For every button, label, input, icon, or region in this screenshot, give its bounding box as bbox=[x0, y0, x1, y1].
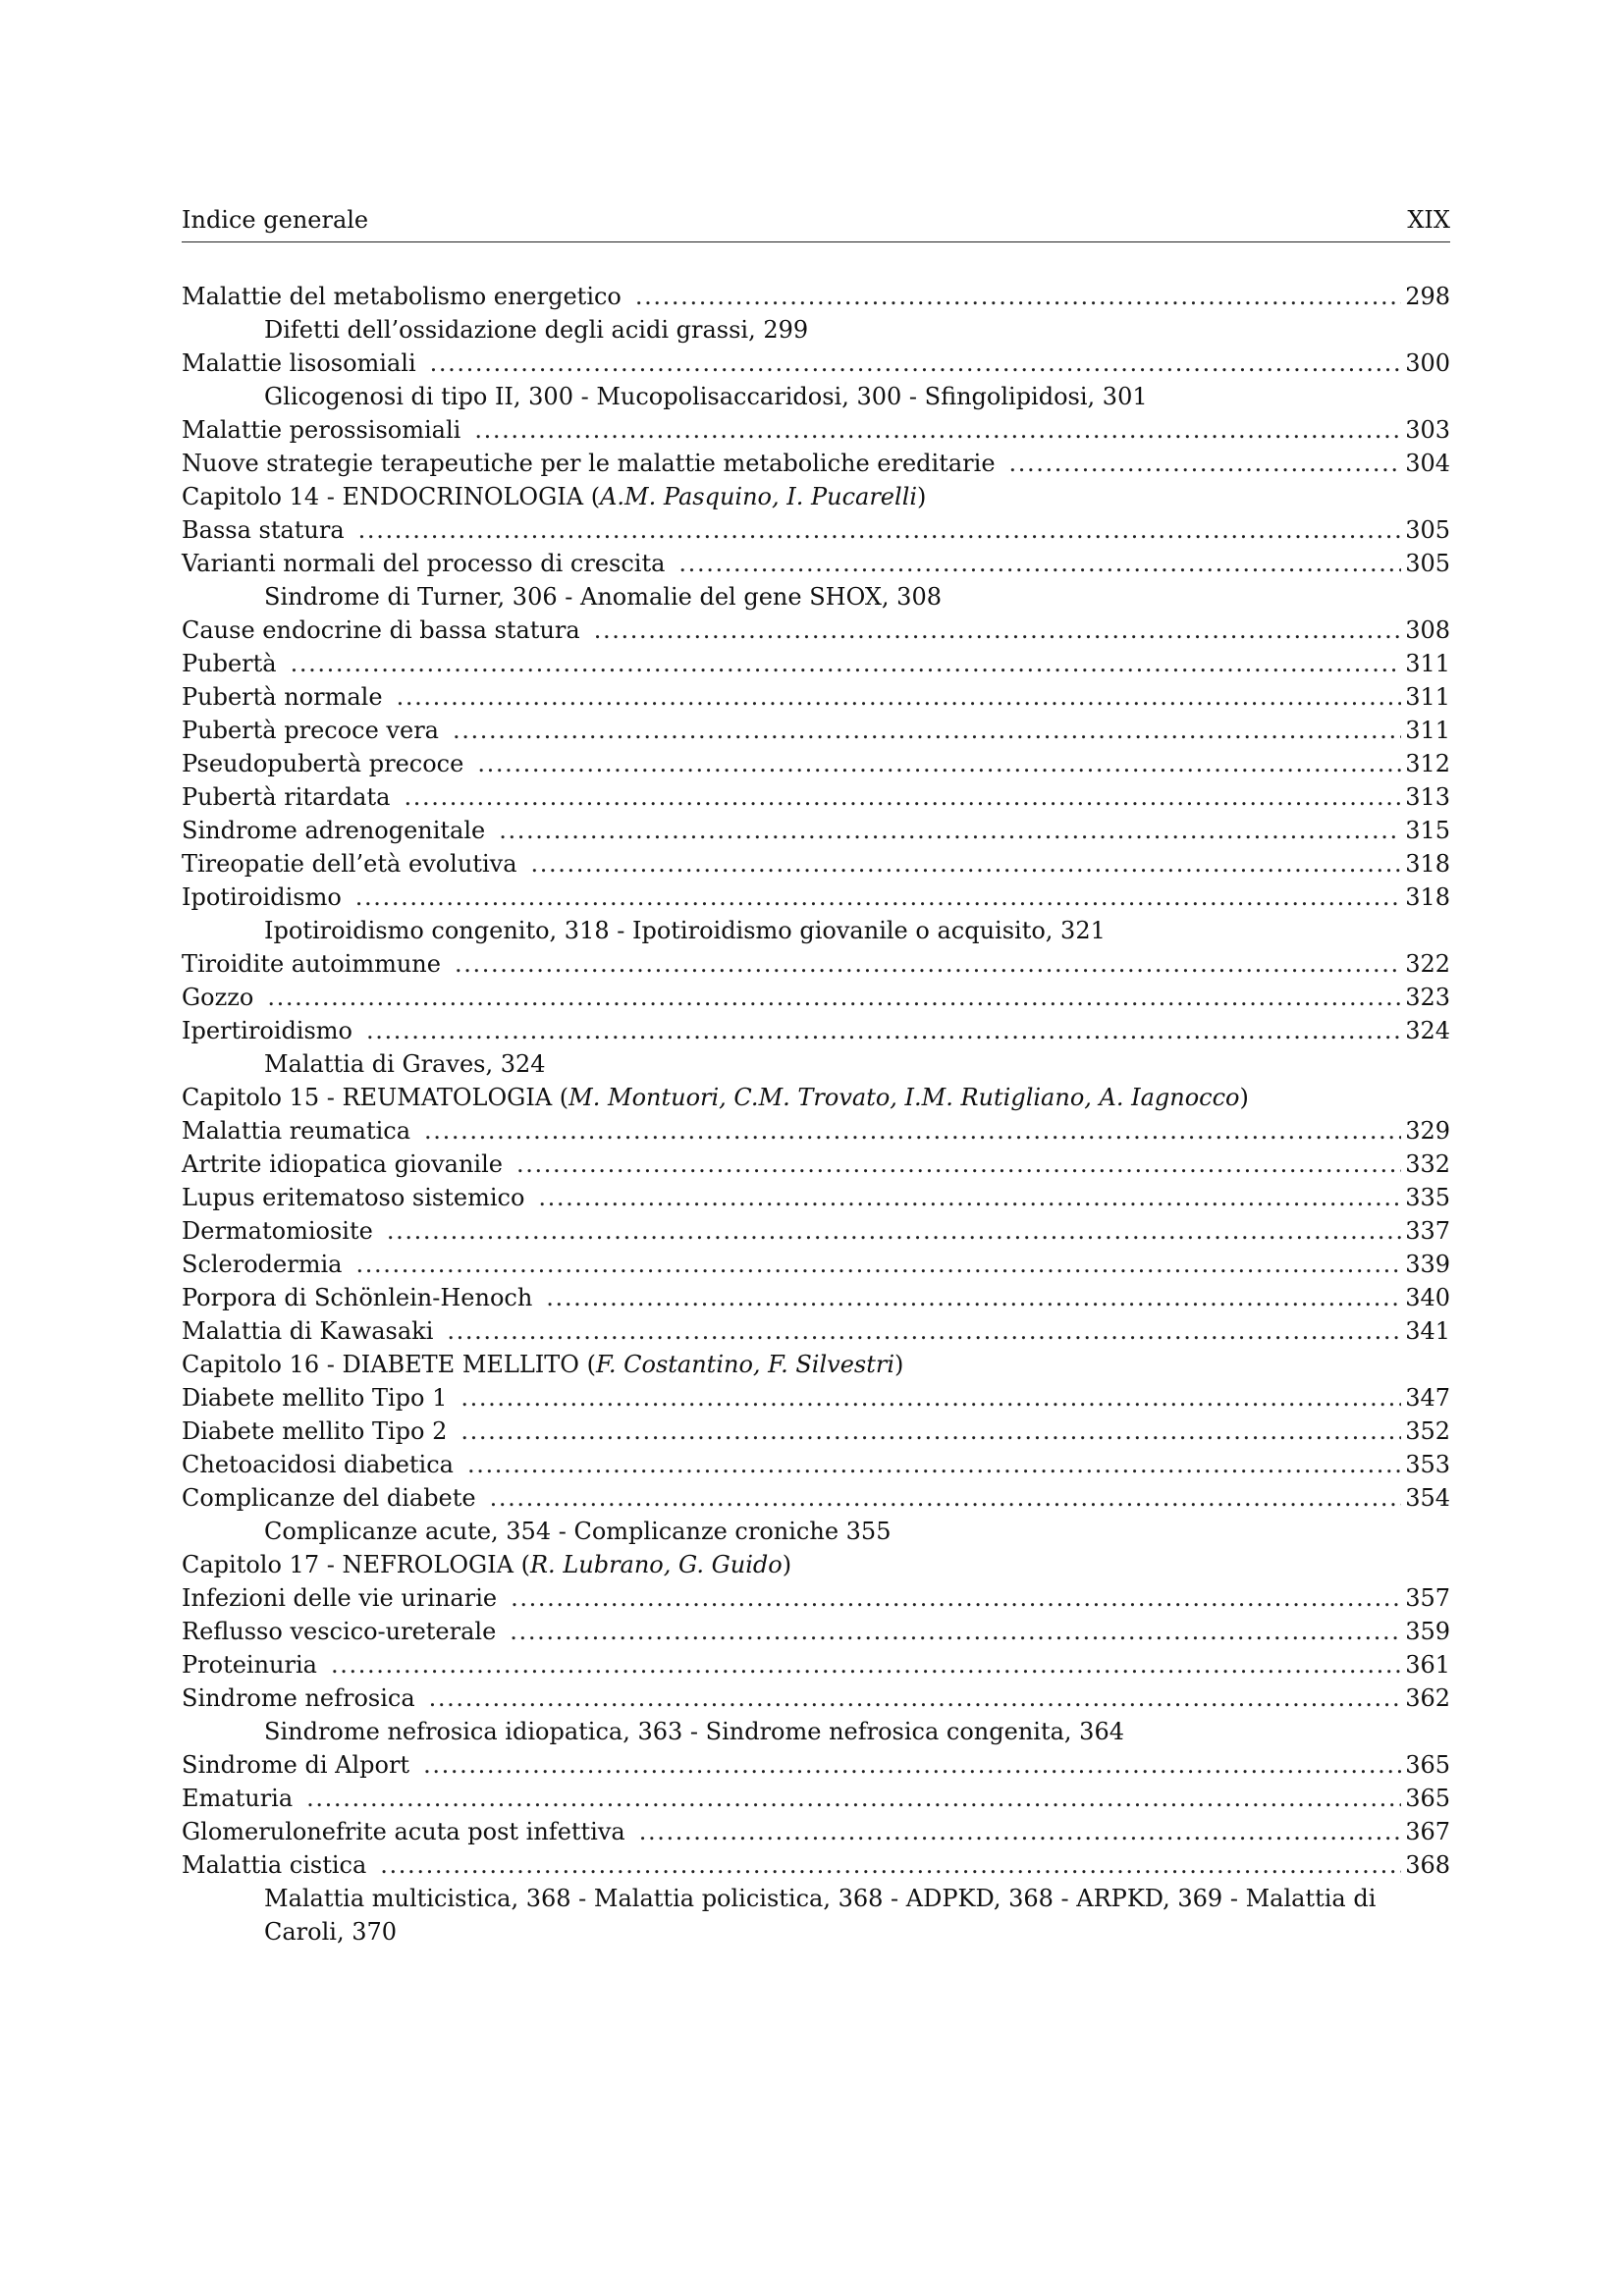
toc-entry-page: 365 bbox=[1405, 1785, 1450, 1812]
toc-entry-title: Pubertà ritardata bbox=[182, 783, 391, 811]
toc-entry[interactable] bbox=[182, 1481, 1450, 1515]
toc-entry-title: Sindrome di Alport bbox=[182, 1751, 410, 1779]
chapter-label: Capitolo 17 - NEFROLOGIA ( bbox=[182, 1551, 530, 1578]
toc-entry[interactable] bbox=[182, 847, 1450, 881]
dot-leader bbox=[467, 1448, 1401, 1481]
dot-leader bbox=[594, 614, 1401, 647]
toc-entry-page: 329 bbox=[1405, 1117, 1450, 1145]
toc-entry-page: 352 bbox=[1405, 1417, 1450, 1445]
chapter-close: ) bbox=[917, 483, 927, 510]
toc-entry-page: 340 bbox=[1405, 1284, 1450, 1311]
toc-entry-title: Lupus eritematoso sistemico bbox=[182, 1184, 525, 1211]
toc-subentries: Sindrome nefrosica idiopatica, 363 - Sindrome nefrosica congenita, 364 bbox=[264, 1718, 1124, 1745]
toc-entry-page: 303 bbox=[1405, 416, 1450, 444]
toc-subentries: Ipotiroidismo congenito, 318 - Ipotiroidismo giovanile o acquisito, 321 bbox=[264, 917, 1106, 944]
toc-entry[interactable] bbox=[182, 1014, 1450, 1047]
toc-entry-page: 347 bbox=[1405, 1384, 1450, 1412]
toc-entry-title: Varianti normali del processo di crescita bbox=[182, 550, 666, 577]
dot-leader bbox=[423, 1748, 1401, 1782]
toc-entry-title: Pubertà bbox=[182, 650, 277, 677]
toc-entry[interactable] bbox=[182, 1214, 1450, 1248]
toc-subentries: Sindrome di Turner, 306 - Anomalie del gene SHOX, 308 bbox=[264, 583, 942, 611]
toc-entry[interactable] bbox=[182, 1381, 1450, 1415]
toc-entry[interactable] bbox=[182, 1615, 1450, 1648]
toc-entry-title: Nuove strategie terapeutiche per le malattie metaboliche ereditarie bbox=[182, 450, 996, 477]
toc-entry-title: Tiroidite autoimmune bbox=[182, 950, 441, 978]
chapter-authors: F. Costantino, F. Silvestri bbox=[595, 1351, 894, 1378]
toc-entry-title: Tireopatie dell’età evolutiva bbox=[182, 850, 517, 878]
toc-entry-page: 311 bbox=[1405, 683, 1450, 711]
toc-entry-title: Infezioni delle vie urinarie bbox=[182, 1584, 498, 1612]
toc-entry-page: 305 bbox=[1405, 550, 1450, 577]
dot-leader bbox=[460, 1415, 1401, 1448]
page bbox=[182, 206, 1450, 1949]
dot-leader bbox=[404, 780, 1401, 814]
toc-entry-page: 312 bbox=[1405, 750, 1450, 777]
toc-entry[interactable] bbox=[182, 413, 1450, 447]
chapter-heading[interactable] bbox=[182, 480, 1450, 513]
toc-entry-page: 354 bbox=[1405, 1484, 1450, 1512]
toc-entry-title: Sindrome nefrosica bbox=[182, 1684, 415, 1712]
toc-entry[interactable] bbox=[182, 1682, 1450, 1715]
dot-leader bbox=[538, 1181, 1401, 1214]
dot-leader bbox=[430, 347, 1402, 380]
toc-entry-page: 298 bbox=[1405, 283, 1450, 310]
toc-entry-title: Proteinuria bbox=[182, 1651, 317, 1679]
toc-entry-title: Sclerodermia bbox=[182, 1251, 343, 1278]
toc-entry[interactable] bbox=[182, 1181, 1450, 1214]
dot-leader bbox=[678, 547, 1401, 580]
toc-entry[interactable] bbox=[182, 547, 1450, 580]
toc-entry[interactable] bbox=[182, 1415, 1450, 1448]
toc-entry[interactable] bbox=[182, 614, 1450, 647]
toc-entry-page: 357 bbox=[1405, 1584, 1450, 1612]
dot-leader bbox=[453, 714, 1401, 747]
toc-entry[interactable] bbox=[182, 1815, 1450, 1848]
dot-leader bbox=[358, 513, 1402, 547]
toc-entry[interactable] bbox=[182, 714, 1450, 747]
dot-leader bbox=[499, 814, 1401, 847]
chapter-label: Capitolo 15 - REUMATOLOGIA ( bbox=[182, 1084, 569, 1111]
toc-entry-page: 315 bbox=[1405, 817, 1450, 844]
toc-entry-page: 365 bbox=[1405, 1751, 1450, 1779]
toc-entry-title: Malattie lisosomiali bbox=[182, 349, 416, 377]
toc-subentries: Complicanze acute, 354 - Complicanze croniche 355 bbox=[264, 1518, 892, 1545]
toc-entry-title: Sindrome adrenogenitale bbox=[182, 817, 486, 844]
toc-entry-page: 313 bbox=[1405, 783, 1450, 811]
toc-entry-page: 304 bbox=[1405, 450, 1450, 477]
dot-leader bbox=[477, 747, 1401, 780]
running-header bbox=[182, 206, 1450, 242]
toc-entry[interactable] bbox=[182, 1281, 1450, 1314]
dot-leader bbox=[455, 947, 1401, 981]
toc-entry[interactable] bbox=[182, 680, 1450, 714]
dot-leader bbox=[546, 1281, 1401, 1314]
toc-entry-page: 339 bbox=[1405, 1251, 1450, 1278]
toc-entry-title: Malattie del metabolismo energetico bbox=[182, 283, 622, 310]
chapter-heading[interactable] bbox=[182, 1081, 1450, 1114]
toc-entry-page: 337 bbox=[1405, 1217, 1450, 1245]
toc-subentries: Malattia multicistica, 368 - Malattia policistica, 368 - ADPKD, 368 - ARPKD, 369 - Malattia di Caroli, 370 bbox=[264, 1885, 1377, 1946]
dot-leader bbox=[474, 413, 1401, 447]
toc-entry[interactable] bbox=[182, 947, 1450, 981]
toc-entry-title: Complicanze del diabete bbox=[182, 1484, 476, 1512]
toc-entry[interactable] bbox=[182, 1782, 1450, 1815]
toc-entry-title: Chetoacidosi diabetica bbox=[182, 1451, 454, 1478]
toc-section bbox=[182, 480, 1450, 1081]
toc-section bbox=[182, 1081, 1450, 1348]
dot-leader bbox=[511, 1581, 1401, 1615]
dot-leader bbox=[387, 1214, 1401, 1248]
toc-subentries: Glicogenosi di tipo II, 300 - Mucopolisaccaridosi, 300 - Sfingolipidosi, 301 bbox=[264, 383, 1148, 410]
toc-entry-page: 311 bbox=[1405, 650, 1450, 677]
toc-entry[interactable] bbox=[182, 881, 1450, 914]
toc-entry[interactable] bbox=[182, 1848, 1450, 1882]
toc-entry-title: Pubertà precoce vera bbox=[182, 717, 439, 744]
toc-section bbox=[182, 280, 1450, 480]
toc-entry-title: Malattia cistica bbox=[182, 1851, 367, 1879]
toc-entry[interactable] bbox=[182, 1648, 1450, 1682]
toc-entry[interactable] bbox=[182, 647, 1450, 680]
toc-entry-page: 367 bbox=[1405, 1818, 1450, 1845]
toc-entry-page: 335 bbox=[1405, 1184, 1450, 1211]
dot-leader bbox=[460, 1381, 1401, 1415]
toc-entry[interactable] bbox=[182, 1248, 1450, 1281]
dot-leader bbox=[1009, 447, 1402, 480]
toc-entry[interactable] bbox=[182, 347, 1450, 380]
toc-entry[interactable] bbox=[182, 814, 1450, 847]
toc-entry-title: Gozzo bbox=[182, 984, 254, 1011]
toc-entry[interactable] bbox=[182, 747, 1450, 780]
toc-entry-page: 341 bbox=[1405, 1317, 1450, 1345]
dot-leader bbox=[267, 981, 1401, 1014]
toc-entry-page: 332 bbox=[1405, 1150, 1450, 1178]
toc-entry[interactable] bbox=[182, 513, 1450, 547]
toc-entry[interactable] bbox=[182, 1581, 1450, 1615]
toc-entry[interactable] bbox=[182, 780, 1450, 814]
dot-leader bbox=[355, 881, 1401, 914]
toc-section bbox=[182, 1348, 1450, 1548]
chapter-heading[interactable] bbox=[182, 1348, 1450, 1381]
chapter-close: ) bbox=[782, 1551, 792, 1578]
toc-entry-title: Ematuria bbox=[182, 1785, 294, 1812]
dot-leader bbox=[490, 1481, 1402, 1515]
dot-leader bbox=[397, 680, 1402, 714]
toc-entry-title: Glomerulonefrite acuta post infettiva bbox=[182, 1818, 625, 1845]
toc-entry-title: Pubertà normale bbox=[182, 683, 383, 711]
toc-entry-page: 353 bbox=[1405, 1451, 1450, 1478]
toc-entry-title: Cause endocrine di bassa statura bbox=[182, 616, 580, 644]
toc-section bbox=[182, 1548, 1450, 1949]
toc-entry-title: Diabete mellito Tipo 2 bbox=[182, 1417, 448, 1445]
toc-entry[interactable] bbox=[182, 1748, 1450, 1782]
chapter-authors: R. Lubrano, G. Guido bbox=[529, 1551, 783, 1578]
toc-entry-title: Reflusso vescico-ureterale bbox=[182, 1618, 497, 1645]
dot-leader bbox=[639, 1815, 1401, 1848]
toc-entry-page: 324 bbox=[1405, 1017, 1450, 1044]
toc-entry-title: Pseudopubertà precoce bbox=[182, 750, 464, 777]
toc-entry[interactable] bbox=[182, 447, 1450, 480]
toc-entry-page: 305 bbox=[1405, 516, 1450, 544]
dot-leader bbox=[531, 847, 1402, 881]
dot-leader bbox=[510, 1615, 1401, 1648]
chapter-label: Capitolo 14 - ENDOCRINOLOGIA ( bbox=[182, 483, 601, 510]
toc-entry-page: 359 bbox=[1405, 1618, 1450, 1645]
toc-entry-title: Diabete mellito Tipo 1 bbox=[182, 1384, 448, 1412]
chapter-authors: M. Montuori, C.M. Trovato, I.M. Rutigliano, A. Iagnocco bbox=[568, 1084, 1240, 1111]
toc-entry-page: 318 bbox=[1405, 883, 1450, 911]
toc-entry[interactable] bbox=[182, 280, 1450, 313]
toc-entry-title: Porpora di Schönlein-Henoch bbox=[182, 1284, 533, 1311]
toc-entry-page: 318 bbox=[1405, 850, 1450, 878]
dot-leader bbox=[424, 1114, 1401, 1148]
chapter-heading[interactable] bbox=[182, 1548, 1450, 1581]
chapter-close: ) bbox=[894, 1351, 904, 1378]
toc-entry-page: 362 bbox=[1405, 1684, 1450, 1712]
toc-entry-page: 311 bbox=[1405, 717, 1450, 744]
dot-leader bbox=[331, 1648, 1401, 1682]
toc-entry-title: Ipertiroidismo bbox=[182, 1017, 352, 1044]
running-header-title: Indice generale bbox=[182, 206, 369, 234]
chapter-close: ) bbox=[1239, 1084, 1249, 1111]
toc-entry-page: 368 bbox=[1405, 1851, 1450, 1879]
toc-entry-title: Dermatomiosite bbox=[182, 1217, 373, 1245]
toc-entry-title: Ipotiroidismo bbox=[182, 883, 342, 911]
toc-entry-title: Malattia di Kawasaki bbox=[182, 1317, 434, 1345]
dot-leader bbox=[447, 1314, 1401, 1348]
toc-entry-title: Malattie perossisomiali bbox=[182, 416, 461, 444]
toc-entry[interactable] bbox=[182, 981, 1450, 1014]
dot-leader bbox=[429, 1682, 1402, 1715]
toc-entry-title: Artrite idiopatica giovanile bbox=[182, 1150, 503, 1178]
toc-entry[interactable] bbox=[182, 1314, 1450, 1348]
toc-subentries: Malattia di Graves, 324 bbox=[264, 1050, 546, 1078]
chapter-authors: A.M. Pasquino, I. Pucarelli bbox=[600, 483, 918, 510]
running-header-page-number: XIX bbox=[1407, 206, 1450, 234]
dot-leader bbox=[635, 280, 1401, 313]
dot-leader bbox=[291, 647, 1402, 680]
toc-entry[interactable] bbox=[182, 1448, 1450, 1481]
toc-entry[interactable] bbox=[182, 1114, 1450, 1148]
table-of-contents bbox=[182, 280, 1450, 1949]
toc-entry-page: 361 bbox=[1405, 1651, 1450, 1679]
toc-entry-title: Malattia reumatica bbox=[182, 1117, 411, 1145]
toc-entry-title: Bassa statura bbox=[182, 516, 345, 544]
toc-entry-page: 323 bbox=[1405, 984, 1450, 1011]
toc-entry[interactable] bbox=[182, 1148, 1450, 1181]
dot-leader bbox=[380, 1848, 1401, 1882]
dot-leader bbox=[306, 1782, 1401, 1815]
toc-entry-page: 322 bbox=[1405, 950, 1450, 978]
dot-leader bbox=[355, 1248, 1401, 1281]
dot-leader bbox=[366, 1014, 1401, 1047]
toc-entry-page: 300 bbox=[1405, 349, 1450, 377]
dot-leader bbox=[516, 1148, 1401, 1181]
toc-subentries: Difetti dell’ossidazione degli acidi grassi, 299 bbox=[264, 316, 809, 344]
toc-entry-page: 308 bbox=[1405, 616, 1450, 644]
chapter-label: Capitolo 16 - DIABETE MELLITO ( bbox=[182, 1351, 596, 1378]
